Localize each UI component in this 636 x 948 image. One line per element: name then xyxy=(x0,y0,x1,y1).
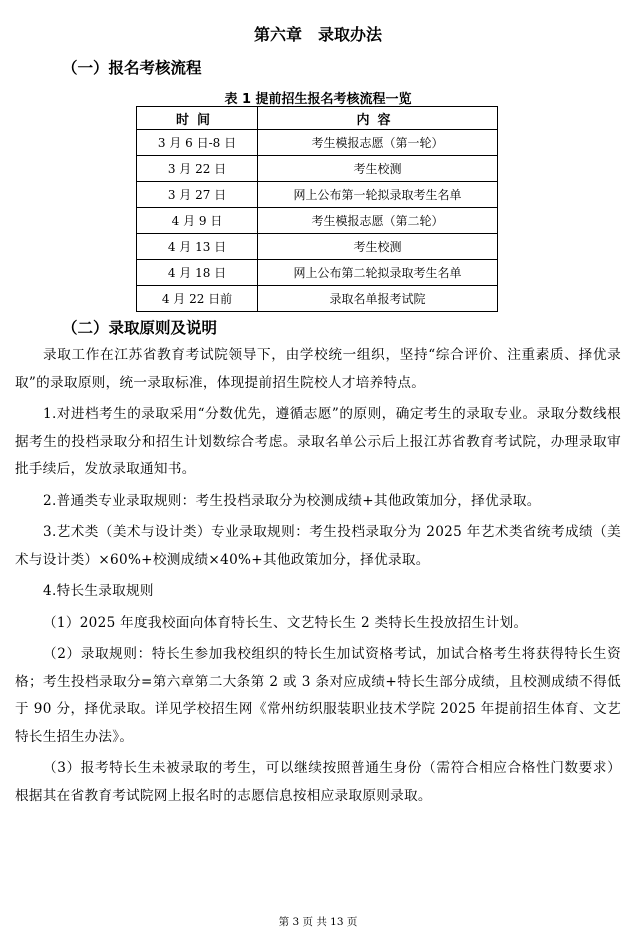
admission-principles-body xyxy=(15,342,621,810)
paragraph-rule-2: 2.普通类专业录取规则：考生投档录取分为校测成绩+其他政策加分，择优录取。 xyxy=(43,492,541,509)
cell-time: 4 月 18 日 xyxy=(137,260,258,286)
cell-time: 4 月 22 日前 xyxy=(137,286,258,312)
paragraph-rule-1: 1.对进档考生的录取采用“分数优先，遵循志愿”的原则，确定考生的录取专业。录取分数线根据考生的投档录取分和招生计划数综合考虑。录取名单公示后上报江苏省教育考试院，办理录取审批手续后，发放录取通知书。 xyxy=(15,406,621,477)
chapter-title: 第六章 录取办法 xyxy=(253,25,382,44)
page-number-footer: 第 3 页 共 13 页 xyxy=(278,916,358,928)
cell-time: 4 月 9 日 xyxy=(137,208,258,234)
paragraph-rule-3: 3.艺术类（美术与设计类）专业录取规则：考生投档录取分为 2025 年艺术类省统考成绩（美术与设计类）×60%+校测成绩×40%+其他政策加分，择优录取。 xyxy=(15,524,621,568)
table-header-row xyxy=(137,107,498,130)
registration-flow-table xyxy=(136,106,498,312)
paragraph-intro: 录取工作在江苏省教育考试院领导下，由学校统一组织，坚持“综合评价、注重素质、择优录取”的录取原则，统一录取标准，体现提前招生院校人才培养特点。 xyxy=(15,347,621,391)
paragraph-rule-4-title: 4.特长生录取规则 xyxy=(43,583,154,599)
table-row xyxy=(137,130,498,156)
table-row xyxy=(137,260,498,286)
table-row xyxy=(137,208,498,234)
cell-time: 4 月 13 日 xyxy=(137,234,258,260)
cell-content: 录取名单报考试院 xyxy=(258,286,498,312)
table-row xyxy=(137,286,498,312)
column-header-time: 时间 xyxy=(137,107,258,130)
cell-content: 考生模报志愿（第二轮） xyxy=(258,208,498,234)
paragraph-rule-4-item-2: （2）录取规则：特长生参加我校组织的特长生加试资格考试，加试合格考生将获得特长生资格；考生投档录取分=第六章第二大条第 2 或 3 条对应成绩+特长生部分成绩，且校测成绩不得低于 90 分，择优录取。详见学校招生网《常州纺织服装职业技术学院 2025 年提前招生体育、文艺特长生招生办法》。 xyxy=(15,646,621,745)
cell-content: 考生校测 xyxy=(258,234,498,260)
column-header-content: 内容 xyxy=(258,107,498,130)
table-caption: 表 1 提前招生报名考核流程一览 xyxy=(224,92,412,107)
cell-content: 考生校测 xyxy=(258,156,498,182)
table-row xyxy=(137,182,498,208)
cell-content: 网上公布第一轮拟录取考生名单 xyxy=(258,182,498,208)
section-heading-admission-principles: （二）录取原则及说明 xyxy=(62,319,218,337)
cell-time: 3 月 6 日-8 日 xyxy=(137,130,258,156)
table-row xyxy=(137,156,498,182)
cell-time: 3 月 27 日 xyxy=(137,182,258,208)
cell-content: 网上公布第二轮拟录取考生名单 xyxy=(258,260,498,286)
table-row xyxy=(137,234,498,260)
paragraph-rule-4-item-3: （3）报考特长生未被录取的考生，可以继续按照普通生身份（需符合相应合格性门数要求）根据其在省教育考试院网上报名时的志愿信息按相应录取原则录取。 xyxy=(15,760,621,804)
section-heading-registration: （一）报名考核流程 xyxy=(62,59,202,77)
cell-content: 考生模报志愿（第一轮） xyxy=(258,130,498,156)
cell-time: 3 月 22 日 xyxy=(137,156,258,182)
paragraph-rule-4-item-1: （1）2025 年度我校面向体育特长生、文艺特长生 2 类特长生投放招生计划。 xyxy=(43,614,528,631)
